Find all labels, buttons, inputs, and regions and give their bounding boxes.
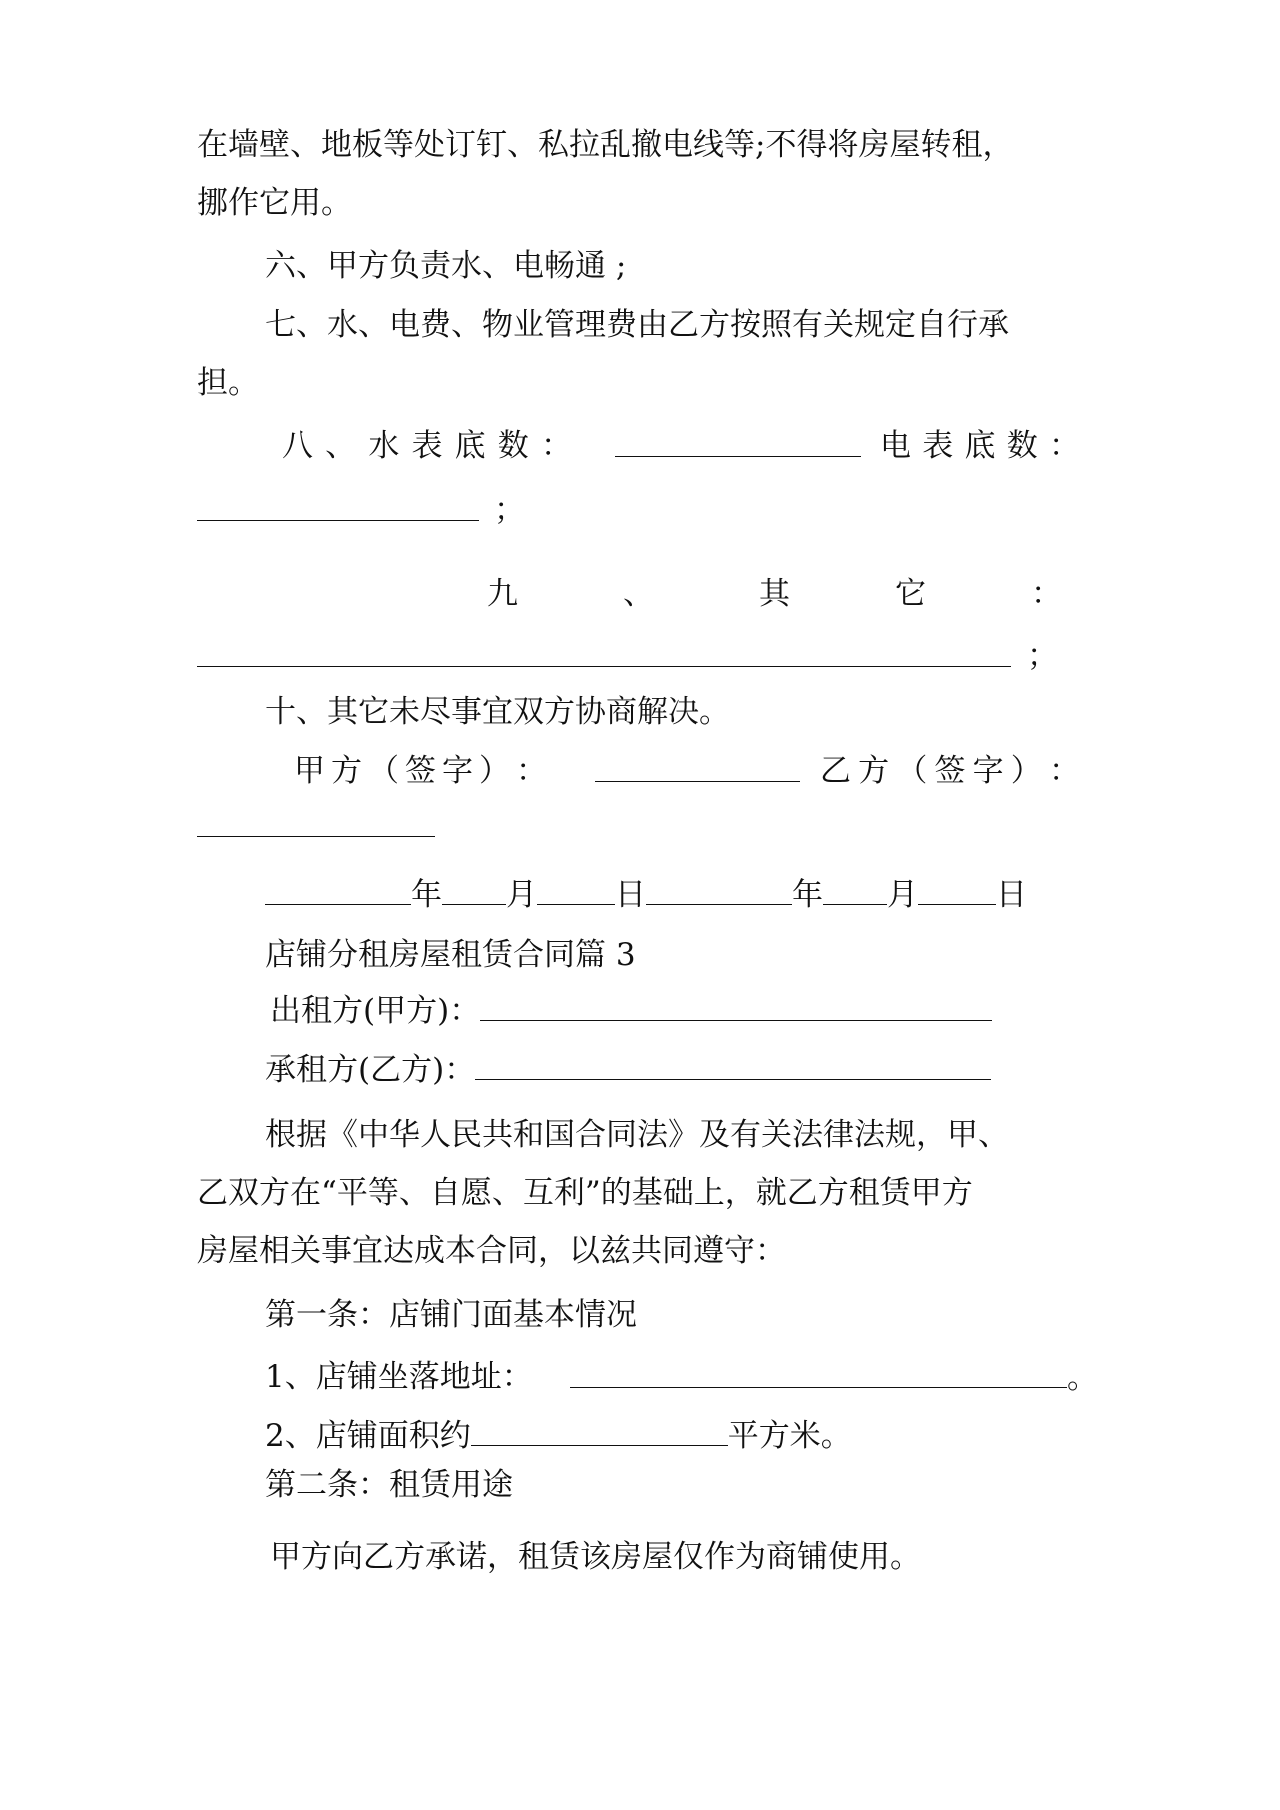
intro-line: 乙双方在“平等、自愿、互利”的基础上，就乙方租赁甲方 [197, 1175, 973, 1211]
clause-7-continued: 担。 [197, 365, 259, 401]
clause-8-end: ； [494, 492, 525, 528]
article-2-text: 甲方向乙方承诺，租赁该房屋仅作为商铺使用。 [270, 1539, 921, 1575]
article-2-title: 第二条：租赁用途 [265, 1467, 513, 1503]
date-a-month-blank[interactable] [442, 874, 506, 905]
date-a-day-blank[interactable] [537, 874, 615, 905]
party-b-signature-label: 乙 方 （ 签 字 ） ： [820, 753, 1080, 789]
date-b-month-blank[interactable] [823, 874, 887, 905]
party-a-signature-blank[interactable] [595, 751, 800, 792]
clause-9-label: 九 、 其 它 ： [487, 576, 1062, 612]
clause-8-water-label: 八 、 水 表 底 数 ： [282, 428, 572, 464]
section-title: 店铺分租房屋租赁合同篇 3 [265, 937, 636, 973]
clause-9-blank[interactable] [197, 636, 1011, 677]
area-blank[interactable] [471, 1415, 728, 1446]
lessee-blank[interactable] [475, 1049, 991, 1080]
clause-6: 六、甲方负责水、电畅通 ; [265, 248, 627, 284]
clause-8-electric-label: 电 表 底 数 ： [880, 428, 1080, 464]
signature-dates: 年 月 日 年 月 日 [265, 874, 1027, 915]
article-1-title: 第一条：店铺门面基本情况 [265, 1297, 637, 1333]
date-b-year-blank[interactable] [646, 874, 792, 905]
clause-10: 十、其它未尽事宜双方协商解决。 [265, 694, 730, 730]
address-blank-line: 。 [570, 1357, 1098, 1398]
lessor-blank[interactable] [480, 990, 992, 1021]
date-a-year-blank[interactable] [265, 874, 411, 905]
address-blank[interactable] [570, 1357, 1067, 1388]
lessor-line: 出租方(甲方)： [270, 990, 992, 1031]
address-line: 1、店铺坐落地址： [265, 1359, 533, 1395]
clause-7: 七、水、电费、物业管理费由乙方按照有关规定自行承 [265, 307, 1009, 343]
clause-9-end: ； [1027, 638, 1058, 674]
paragraph-line: 在墙壁、地板等处订钉、私拉乱撤电线等;不得将房屋转租， [197, 127, 1014, 163]
water-meter-blank[interactable] [615, 426, 861, 467]
party-a-signature-label: 甲 方 （ 签 字 ） ： [294, 753, 547, 789]
area-line: 2、店铺面积约 平方米。 [265, 1415, 852, 1456]
intro-line: 根据《中华人民共和国合同法》及有关法律法规，甲、 [265, 1117, 1009, 1153]
date-b-day-blank[interactable] [918, 874, 996, 905]
paragraph-line: 挪作它用。 [197, 185, 352, 221]
electric-meter-blank[interactable] [197, 490, 479, 531]
party-b-signature-blank[interactable] [197, 806, 435, 847]
lessee-line: 承租方(乙方)： [265, 1049, 991, 1090]
intro-line: 房屋相关事宜达成本合同，以兹共同遵守： [197, 1233, 786, 1269]
